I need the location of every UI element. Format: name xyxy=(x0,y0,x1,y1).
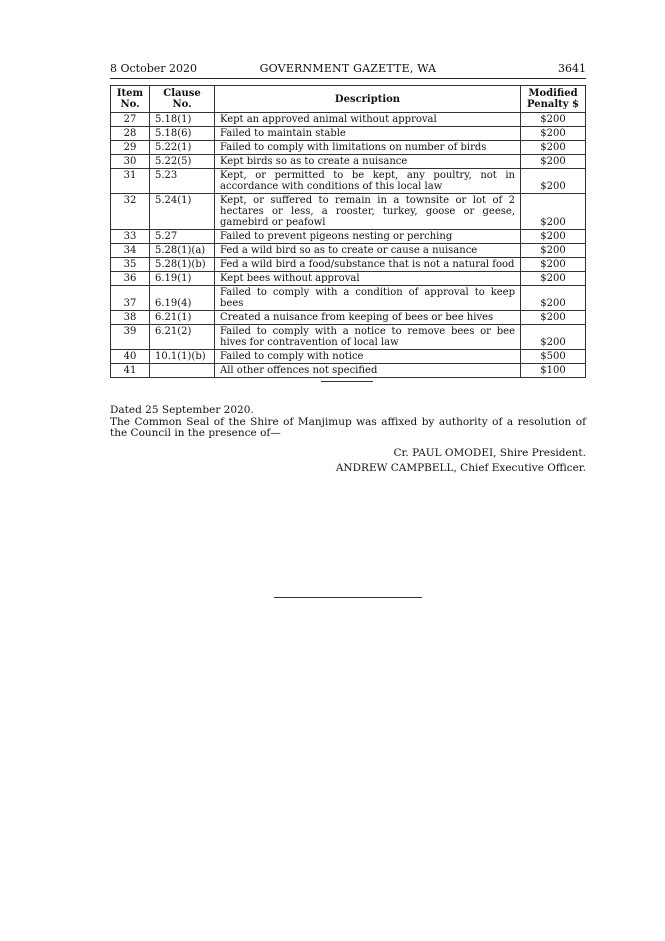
common-seal-statement: The Common Seal of the Shire of Manjimup was affixed by authority of a resolution of the Council in the presence of— xyxy=(110,416,586,439)
table-row xyxy=(111,141,586,155)
offence-description: Created a nuisance from keeping of bees or bee hives xyxy=(215,311,521,325)
penalty-amount: $200 xyxy=(521,286,586,311)
signatory-shire-president: Cr. PAUL OMODEI, Shire President. xyxy=(393,447,586,459)
penalty-amount: $200 xyxy=(521,244,586,258)
offence-description: Kept birds so as to create a nuisance xyxy=(215,155,521,169)
table-row xyxy=(111,169,586,194)
table-row xyxy=(111,272,586,286)
column-header-penalty-line2: Penalty $ xyxy=(526,99,580,110)
clause-number: 5.28(1)(a) xyxy=(150,244,215,258)
penalty-amount: $200 xyxy=(521,113,586,127)
offence-description: All other offences not specified xyxy=(215,364,521,378)
clause-number: 6.21(2) xyxy=(150,325,215,350)
penalty-amount: $200 xyxy=(521,155,586,169)
clause-number: 5.22(5) xyxy=(150,155,215,169)
item-number: 40 xyxy=(111,350,150,364)
clause-number: 5.27 xyxy=(150,230,215,244)
table-row xyxy=(111,113,586,127)
clause-number: 10.1(1)(b) xyxy=(150,350,215,364)
table-header-row xyxy=(111,86,586,113)
gazette-title: GOVERNMENT GAZETTE, WA xyxy=(259,62,437,75)
item-number: 29 xyxy=(111,141,150,155)
offence-description: Fed a wild bird a food/substance that is not a natural food xyxy=(215,258,521,272)
column-header-item-line2: No. xyxy=(120,99,140,110)
offence-description: Failed to comply with limitations on number of birds xyxy=(215,141,521,155)
table-row xyxy=(111,364,586,378)
table-row xyxy=(111,244,586,258)
section-divider-short xyxy=(321,381,373,382)
offence-description: Failed to prevent pigeons nesting or perching xyxy=(215,230,521,244)
penalty-amount: $200 xyxy=(521,169,586,194)
offence-description: Kept, or permitted to be kept, any poultry, not in accordance with conditions of this local law xyxy=(215,169,521,194)
offence-description: Kept bees without approval xyxy=(215,272,521,286)
table-row xyxy=(111,286,586,311)
table-row xyxy=(111,350,586,364)
gazette-date: 8 October 2020 xyxy=(110,62,198,75)
signatory-chief-executive: ANDREW CAMPBELL, Chief Executive Officer. xyxy=(335,462,586,474)
offence-description: Failed to maintain stable xyxy=(215,127,521,141)
item-number: 31 xyxy=(111,169,150,194)
page-number: 3641 xyxy=(558,62,586,75)
penalty-amount: $200 xyxy=(521,127,586,141)
page-header xyxy=(110,62,586,76)
clause-number: 6.19(4) xyxy=(150,286,215,311)
item-number: 37 xyxy=(111,286,150,311)
offence-description: Kept an approved animal without approval xyxy=(215,113,521,127)
column-header-penalty-line1: Modified xyxy=(528,88,578,99)
clause-number: 5.18(6) xyxy=(150,127,215,141)
column-header-item xyxy=(111,86,150,113)
clause-number: 5.24(1) xyxy=(150,194,215,230)
offence-description: Kept, or suffered to remain in a townsite or lot of 2 hectares or less, a rooster, turkey, goose or geese, gamebird or peafowl xyxy=(215,194,521,230)
item-number: 33 xyxy=(111,230,150,244)
item-number: 39 xyxy=(111,325,150,350)
penalties-table xyxy=(110,85,586,378)
column-header-penalty xyxy=(521,86,586,113)
table-row xyxy=(111,194,586,230)
table-row xyxy=(111,325,586,350)
clause-number: 5.22(1) xyxy=(150,141,215,155)
item-number: 30 xyxy=(111,155,150,169)
column-header-clause xyxy=(150,86,215,113)
penalty-amount: $200 xyxy=(521,272,586,286)
column-header-item-line1: Item xyxy=(116,88,144,99)
item-number: 36 xyxy=(111,272,150,286)
clause-number: 5.23 xyxy=(150,169,215,194)
offence-description: Fed a wild bird so as to create or cause a nuisance xyxy=(215,244,521,258)
clause-number: 6.21(1) xyxy=(150,311,215,325)
clause-number: 6.19(1) xyxy=(150,272,215,286)
penalty-amount: $200 xyxy=(521,141,586,155)
item-number: 32 xyxy=(111,194,150,230)
item-number: 38 xyxy=(111,311,150,325)
offence-description: Failed to comply with notice xyxy=(215,350,521,364)
penalty-amount: $200 xyxy=(521,325,586,350)
offence-description: Failed to comply with a condition of approval to keep bees xyxy=(215,286,521,311)
clause-number: 5.28(1)(b) xyxy=(150,258,215,272)
penalty-amount: $200 xyxy=(521,258,586,272)
table-row xyxy=(111,311,586,325)
item-number: 28 xyxy=(111,127,150,141)
penalty-amount: $200 xyxy=(521,230,586,244)
column-header-clause-line2: No. xyxy=(172,99,192,110)
penalty-amount: $200 xyxy=(521,194,586,230)
item-number: 27 xyxy=(111,113,150,127)
section-divider-long xyxy=(274,597,422,598)
header-rule xyxy=(110,78,586,79)
item-number: 41 xyxy=(111,364,150,378)
penalty-amount: $100 xyxy=(521,364,586,378)
table-row xyxy=(111,155,586,169)
penalty-amount: $200 xyxy=(521,311,586,325)
table-row xyxy=(111,230,586,244)
item-number: 35 xyxy=(111,258,150,272)
table-row xyxy=(111,258,586,272)
table-row xyxy=(111,127,586,141)
dated-line: Dated 25 September 2020. xyxy=(110,404,254,416)
clause-number: 5.18(1) xyxy=(150,113,215,127)
penalty-amount: $500 xyxy=(521,350,586,364)
column-header-description: Description xyxy=(215,86,521,113)
clause-number xyxy=(150,364,215,378)
column-header-clause-line1: Clause xyxy=(163,88,201,99)
offence-description: Failed to comply with a notice to remove bees or bee hives for contravention of local law xyxy=(215,325,521,350)
item-number: 34 xyxy=(111,244,150,258)
